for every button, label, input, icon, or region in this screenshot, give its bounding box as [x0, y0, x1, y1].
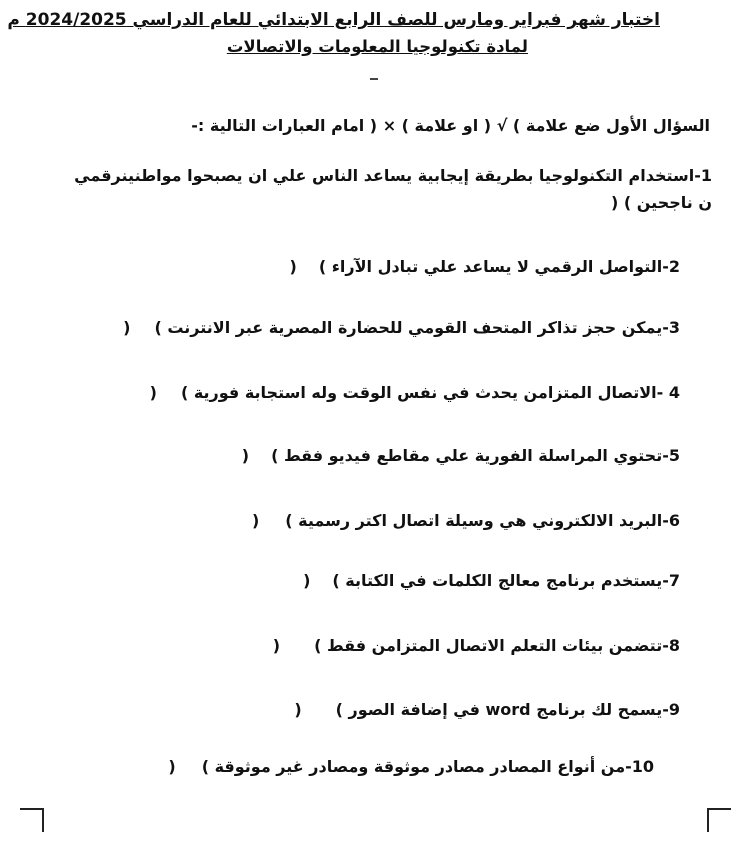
answer-blank[interactable]: (	[241, 446, 250, 465]
item-text: يسمح لك برنامج word في إضافة الصور )	[335, 700, 663, 719]
answer-blank[interactable]: (	[251, 511, 260, 530]
item-number: 4 -	[656, 383, 680, 402]
item-number: 7-	[662, 571, 680, 590]
page-corner-mark-right	[707, 808, 731, 832]
question-item-10	[168, 757, 654, 776]
answer-blank[interactable]: (	[303, 571, 311, 590]
question-title: السؤال الأول ضع علامة ) √ ( او علامة ) × ( امام العبارات التالية :-	[191, 116, 710, 135]
question-item-4	[150, 383, 680, 402]
item-text: تحتوي المراسلة الفورية علي مقاطع فيديو فقط )	[271, 446, 663, 465]
item-number: 6-	[662, 511, 680, 530]
question-item-1	[74, 166, 712, 185]
item-number: 1-	[694, 166, 712, 185]
item-text: البريد الالكتروني هي وسيلة اتصال اكتر رسمية )	[285, 511, 663, 530]
question-item-7	[303, 571, 680, 590]
item-text: يستخدم برنامج معالج الكلمات في الكتابة )	[332, 571, 663, 590]
item-number: 5-	[662, 446, 680, 465]
item-text: التواصل الرقمي لا يساعد علي تبادل الآراء )	[318, 257, 663, 276]
answer-blank[interactable]: (	[272, 636, 281, 655]
question-item-5	[242, 446, 680, 465]
question-item-9	[294, 700, 680, 719]
exam-header-subject: لمادة تكنولوجيا المعلومات والاتصالات	[226, 37, 528, 56]
exam-header-title: اختبار شهر فبراير ومارس للصف الرابع الابتدائي للعام الدراسي 2024/2025 م	[7, 10, 660, 30]
question-item-8	[273, 636, 680, 655]
question-item-2	[290, 257, 680, 276]
answer-blank[interactable]: (	[123, 318, 131, 337]
answer-blank[interactable]: (	[149, 383, 157, 402]
item-number: 9-	[662, 700, 680, 719]
item-text: استخدام التكنولوجيا بطريقة إيجابية يساعد الناس علي ان يصبحوا مواطنينرقمي	[74, 166, 695, 185]
item-number: 2-	[662, 257, 680, 276]
item-text: الاتصال المتزامن يحدث في نفس الوقت وله استجابة فورية )	[180, 383, 657, 402]
item-text: يمكن حجز تذاكر المتحف القومي للحضارة المصرية عبر الانترنت )	[154, 318, 663, 337]
item-text: من أنواع المصادر مصادر موثوقة ومصادر غير موثوقة )	[201, 757, 626, 776]
answer-blank[interactable]: (	[168, 757, 176, 776]
divider-mark	[370, 78, 378, 80]
question-item-1-continued: ن ناجحين ) (	[611, 193, 712, 212]
item-number: 10-	[625, 757, 654, 776]
question-item-3	[123, 318, 680, 337]
answer-blank[interactable]: (	[289, 257, 297, 276]
question-item-6	[252, 511, 680, 530]
answer-blank[interactable]: (	[294, 700, 302, 719]
item-text: تتضمن بيئات التعلم الاتصال المتزامن فقط )	[314, 636, 663, 655]
item-number: 8-	[662, 636, 680, 655]
page-corner-mark-left	[20, 808, 44, 832]
item-number: 3-	[662, 318, 680, 337]
